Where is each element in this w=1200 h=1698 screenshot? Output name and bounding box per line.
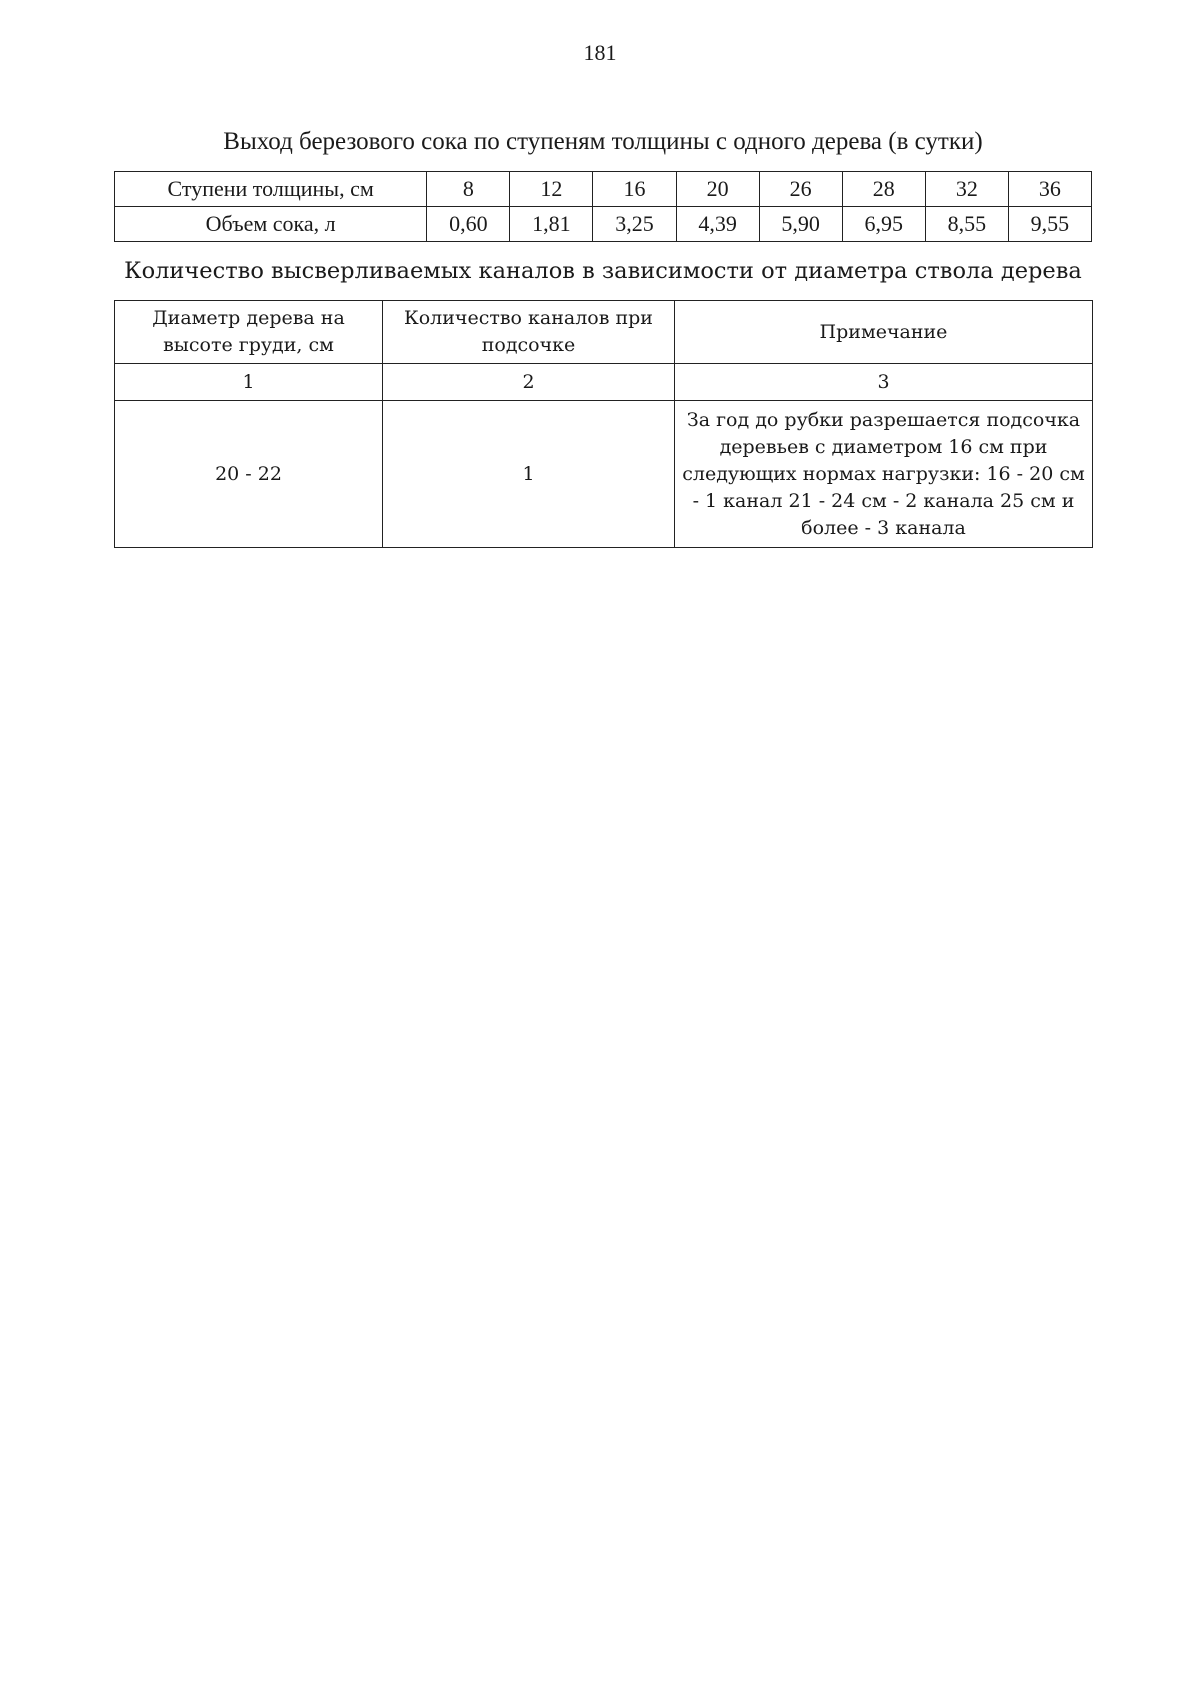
table-row — [115, 207, 1092, 242]
diameter-cell: 16 — [593, 172, 676, 207]
diameter-cell: 12 — [510, 172, 593, 207]
page-number: 181 — [583, 40, 617, 65]
volume-cell: 9,55 — [1008, 207, 1091, 242]
column-number: 2 — [383, 364, 675, 401]
table-header-row — [115, 301, 1093, 364]
volume-cell: 4,39 — [676, 207, 759, 242]
table-row — [115, 172, 1092, 207]
diameter-range-cell: 20 - 22 — [115, 401, 383, 548]
drilled-channels-table — [114, 300, 1093, 548]
volume-cell: 0,60 — [427, 207, 510, 242]
volume-cell: 6,95 — [842, 207, 925, 242]
diameter-cell: 28 — [842, 172, 925, 207]
note-cell: За год до рубки разрешается подсочка деревьев с диаметром 16 см при следующих нормах нагрузки: 16 - 20 см - 1 канал 21 - 24 см - 2 канала 25 см и более - 3 канала — [675, 401, 1093, 548]
column-number-row — [115, 364, 1093, 401]
column-number: 1 — [115, 364, 383, 401]
diameter-cell: 32 — [925, 172, 1008, 207]
sap-yield-table — [114, 171, 1092, 242]
table1-title: Выход березового сока по ступеням толщины с одного дерева (в сутки) — [223, 128, 983, 155]
table2-title: Количество высверливаемых каналов в зависимости от диаметра ствола дерева — [124, 258, 1082, 284]
diameter-cell: 26 — [759, 172, 842, 207]
diameter-cell: 20 — [676, 172, 759, 207]
row-header-volume: Объем сока, л — [115, 207, 427, 242]
row-header-thickness: Ступени толщины, см — [115, 172, 427, 207]
diameter-cell: 8 — [427, 172, 510, 207]
table-row — [115, 401, 1093, 548]
volume-cell: 5,90 — [759, 207, 842, 242]
diameter-cell: 36 — [1008, 172, 1091, 207]
volume-cell: 1,81 — [510, 207, 593, 242]
header-note: Примечание — [675, 301, 1093, 364]
header-diameter: Диаметр дерева на высоте груди, см — [115, 301, 383, 364]
volume-cell: 3,25 — [593, 207, 676, 242]
channel-count-cell: 1 — [383, 401, 675, 548]
volume-cell: 8,55 — [925, 207, 1008, 242]
header-channels: Количество каналов при подсочке — [383, 301, 675, 364]
column-number: 3 — [675, 364, 1093, 401]
